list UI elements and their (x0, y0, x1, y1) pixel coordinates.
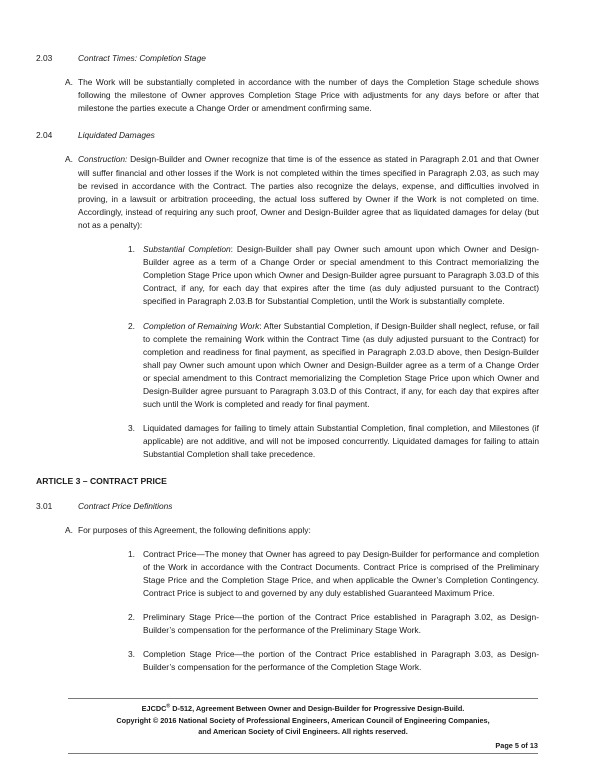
paragraph-marker: A. (65, 524, 73, 535)
paragraph-text: For purposes of this Agreement, the following definitions apply: (78, 524, 311, 535)
section-title: Liquidated Damages (78, 130, 155, 141)
list-item-text: Completion Stage Price—the portion of the Contract Price established in Paragraph 3.03, as Design-Builder’s compensation for the performance of the Completion Stage Work. (143, 649, 539, 673)
paragraph-body: Design-Builder and Owner recognize that time is of the essence as stated in Paragraph 2.01 and that Owner will suffer financial and other losses if the Work is not completed within the times specified in Paragraph 2.03, as such may be revised in accordance with the Contract. The parties also recognize the delays, expense, and difficulties involved in proving, in a lawsuit or arbitration proceeding, the actual loss suffered by Owner if the Work is not completed on time. Accordingly, instead of requiring any such proof, Owner and Design-Builder agree that as liquidated damages for delay (but not as a penalty): (78, 154, 540, 230)
paragraph-text (78, 153, 539, 232)
footer-line-2: Copyright © 2016 National Society of Professional Engineers, American Council of Engineering Companies, (116, 715, 490, 725)
list-item-body: : After Substantial Completion, if Design-Builder shall neglect, refuse, or fail to complete the remaining Work within the Contract Time (as duly adjusted pursuant to the Contract) for completion and readiness for final payment, as specified in Paragraph 2.03.D above, then Design-Builder shall pay Owner such amount upon which Owner and Design-Builder agree as a term of a Change Order or special amendment to this Contract memorializing the Completion Stage Price upon which Owner and Design-Builder agree pursuant to Paragraph 3.03.D of this Contract, if any, for each day that expires after such until the Work is completed and ready for final payment. (143, 320, 540, 410)
section-heading-2-03 (36, 52, 539, 65)
list-item-text: Contract Price—The money that Owner has agreed to pay Design-Builder for performance and completion of the Work in accordance with the Contract Documents. Contract Price is comprised of the Preliminary Stage Price and the Completion Stage Price, and when applicable the Owner’s Completion Contingency. Contract Price is subject to and governed by any duly established Guaranteed Maximum Price. (143, 548, 539, 598)
list-item-3-01-a-1 (36, 548, 539, 600)
section-number: 2.04 (36, 130, 53, 141)
list-item-text (143, 243, 539, 308)
list-item-marker: 2. (128, 612, 135, 623)
paragraph-text: The Work will be substantially completed in accordance with the number of days the Completion Stage schedule shows following the milestone of Owner approves Completion Stage Price with adjustments for any days before or after that milestone the parties execute a Change Order or amendment confirming same. (78, 77, 539, 114)
page-number: Page 5 of 13 (495, 740, 538, 750)
section-title: Contract Times: Completion Stage (78, 53, 206, 63)
paragraph-marker: A. (65, 77, 73, 88)
list-item-text: Preliminary Stage Price—the portion of the Contract Price established in Paragraph 3.02, as Design-Builder’s compensation for the performance of the Preliminary Stage Work. (143, 612, 539, 636)
list-item-lead: Completion of Remaining Work (143, 320, 260, 331)
paragraph-2-04-a (36, 153, 539, 232)
list-item-2-04-a-2 (36, 320, 539, 412)
list-item-body: : Design-Builder shall pay Owner such amount upon which Owner and Design-Builder agree as a term of a Change Order or special amendment to this Contract memorializing the Completion Stage Price upon which Owner and Design-Builder agree pursuant to Paragraph 3.03.D of this Contract, if any, for each day that expires after the time (as duly adjusted pursuant to the Contract) specified in Paragraph 2.03.B for Substantial Completion, until the Work is substantially complete. (143, 244, 539, 307)
list-item-2-04-a-3 (36, 422, 539, 461)
list-item-lead: Substantial Completion (143, 244, 231, 255)
footer-line-3: and American Society of Civil Engineers. All rights reserved. (198, 727, 408, 737)
list-item-marker: 3. (128, 423, 135, 434)
paragraph-lead: Construction: (78, 154, 128, 165)
list-item-marker: 1. (128, 548, 135, 559)
section-title: Contract Price Definitions (78, 500, 173, 511)
list-item-3-01-a-3 (36, 648, 539, 674)
paragraph-marker: A. (65, 154, 73, 165)
registered-trademark-icon: ® (166, 703, 171, 710)
list-item-marker: 1. (128, 244, 135, 255)
list-item-marker: 2. (128, 320, 135, 331)
list-item-2-04-a-1 (36, 243, 539, 308)
section-number: 2.03 (36, 53, 53, 63)
list-item-marker: 3. (128, 649, 135, 660)
page-footer (68, 698, 538, 754)
paragraph-3-01-a (36, 524, 539, 537)
footer-rule-bottom (68, 753, 538, 754)
list-item-text: Liquidated damages for failing to timely attain Substantial Completion, final completion, and Milestones (if applicable) are not additive, and will not be imposed concurrently. Liquidated damages for failing to attain Substantial Completion shall take precedence. (143, 423, 539, 460)
footer-line-1 (68, 703, 538, 715)
list-item-text (143, 320, 539, 412)
footer-copyright-block (68, 699, 538, 738)
footer-line-1-rest: D-512, Agreement Between Owner and Design-Builder for Progressive Design-Build. (170, 704, 465, 713)
section-heading-2-04 (36, 129, 539, 142)
section-number: 3.01 (36, 500, 53, 511)
article-heading: ARTICLE 3 – CONTRACT PRICE (36, 476, 167, 487)
document-content (36, 52, 539, 674)
section-heading-3-01 (36, 500, 539, 513)
list-item-3-01-a-2 (36, 611, 539, 637)
paragraph-2-03-a (36, 76, 539, 115)
footer-ejcdc-label: EJCDC (141, 704, 167, 713)
